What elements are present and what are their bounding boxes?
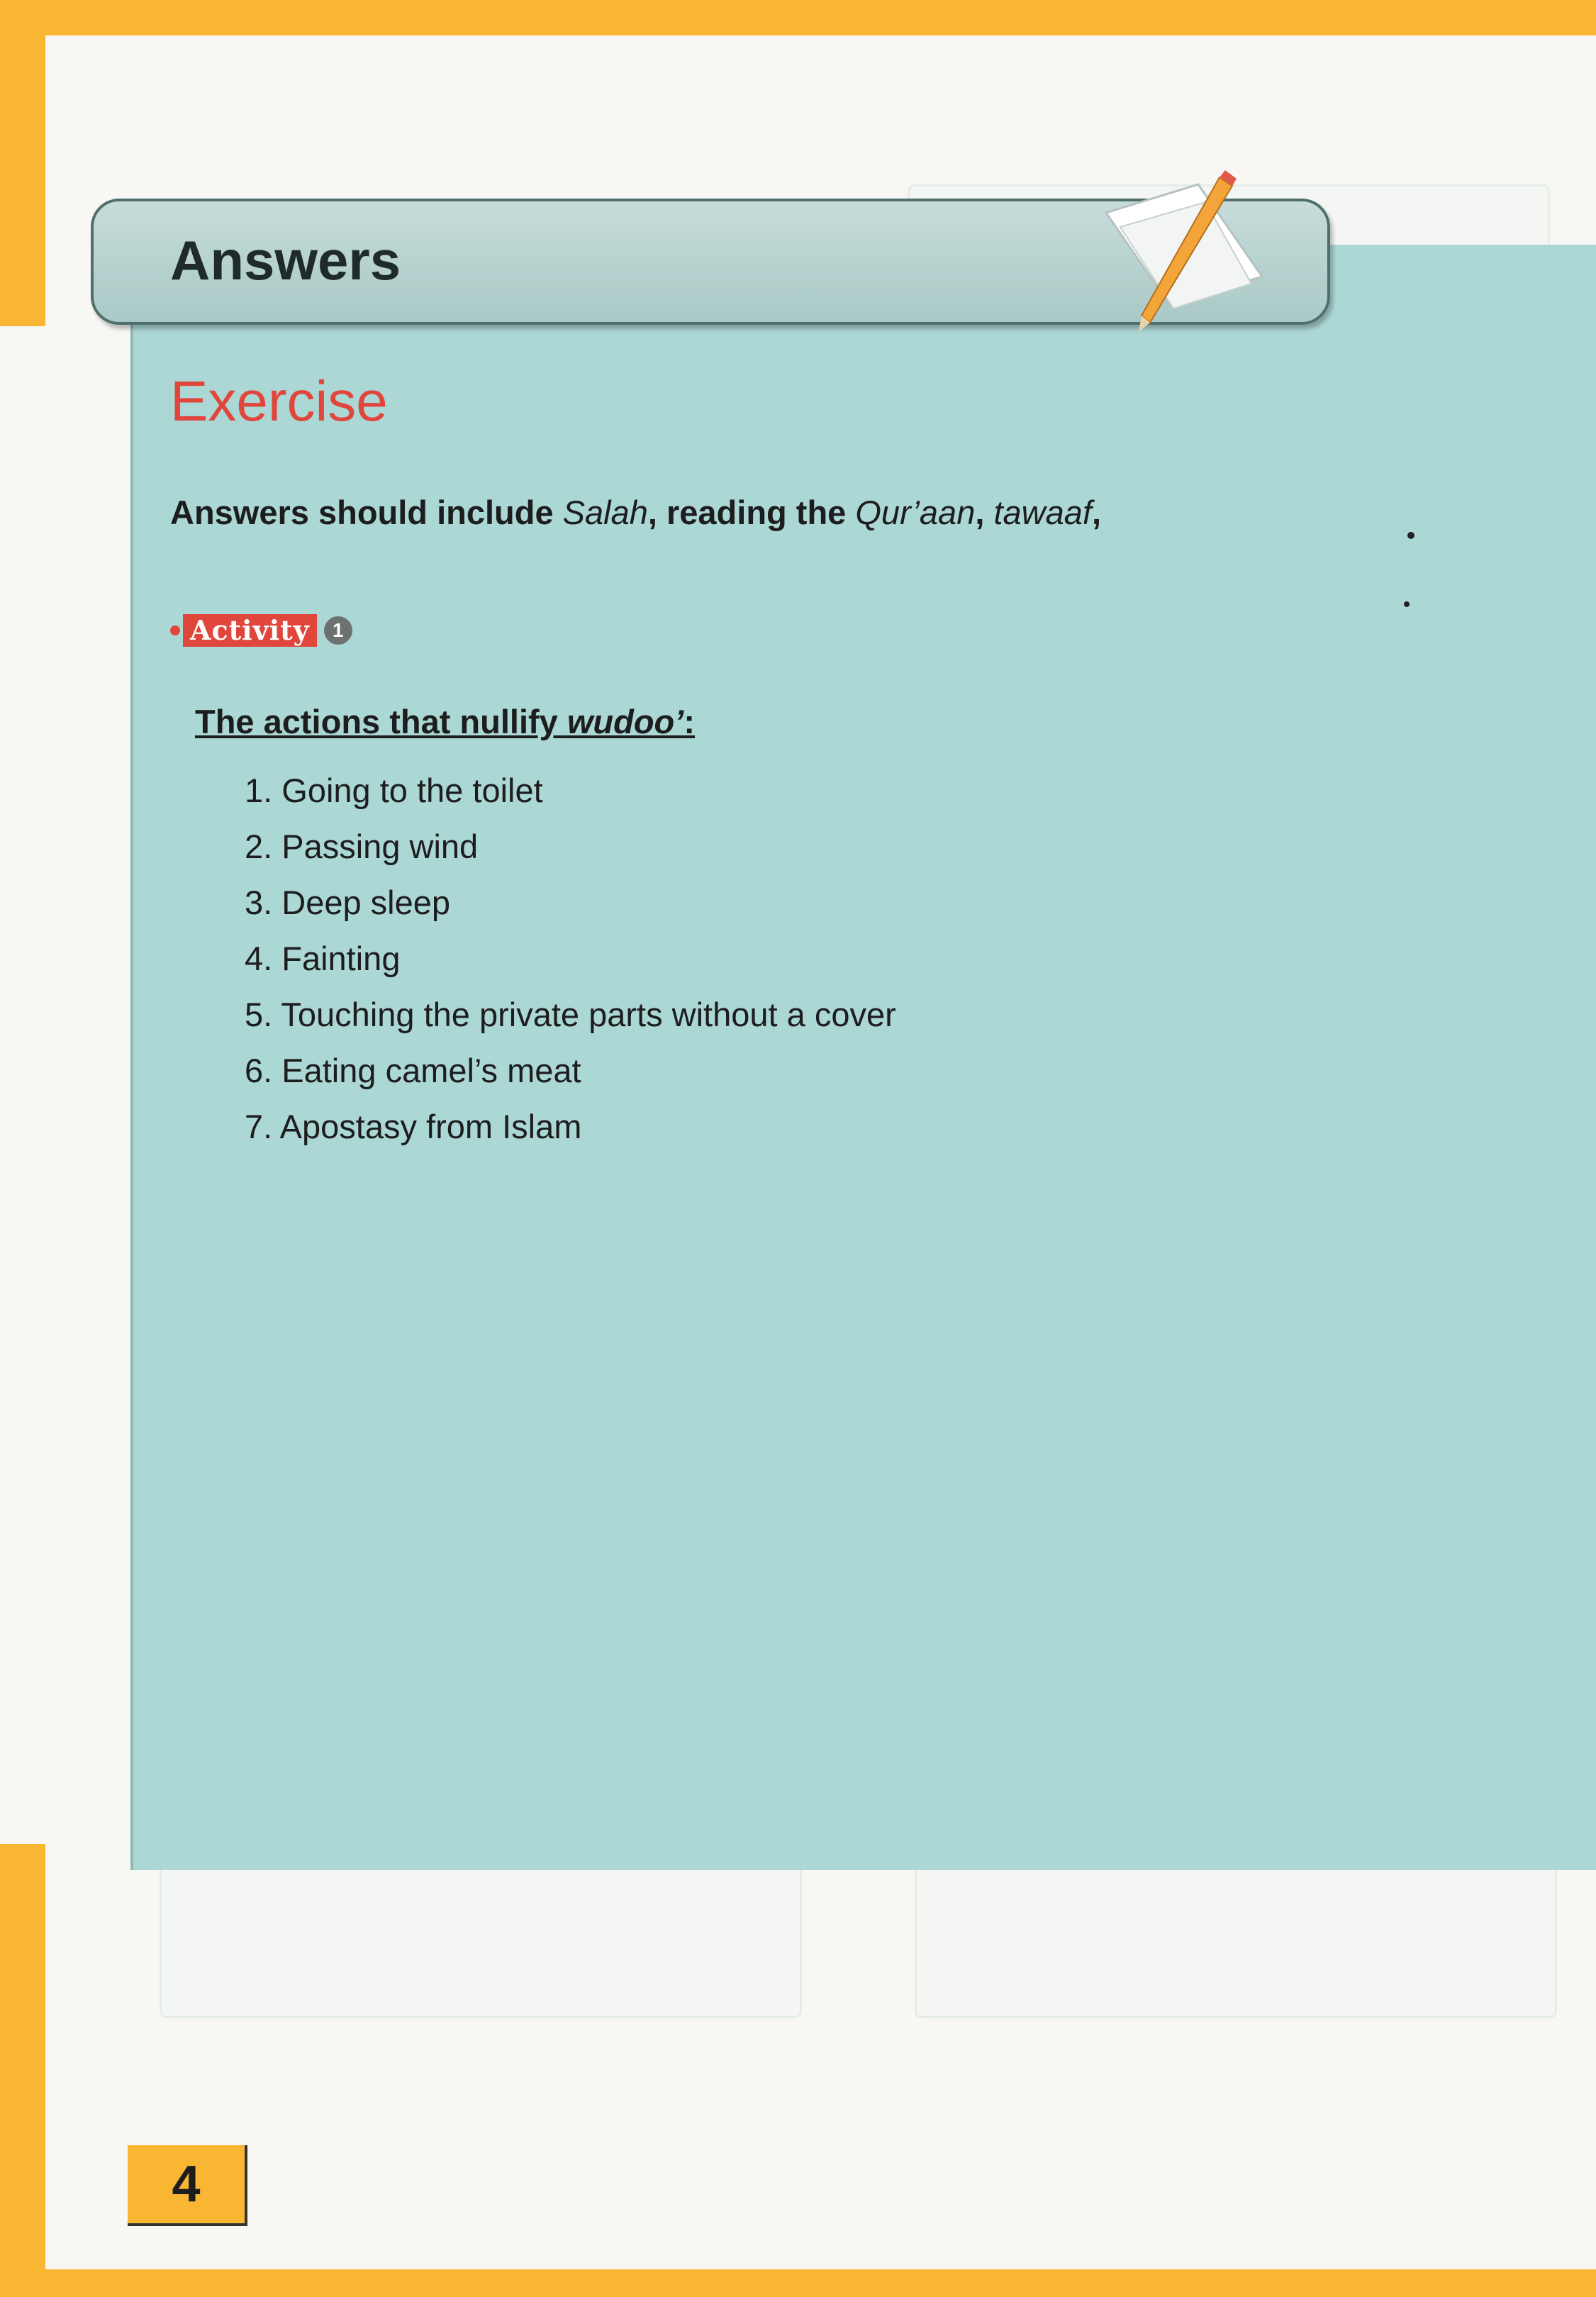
list-item: 3. Deep sleep (245, 884, 451, 921)
activity-badge: Activity (183, 614, 317, 647)
answer-sep: , (975, 494, 994, 531)
activity-number: 1 (324, 616, 352, 645)
list-heading-prefix: The actions that nullify (195, 703, 567, 740)
answer-mid: , reading the (647, 494, 856, 531)
list-item: 1. Going to the toilet (245, 772, 543, 809)
activity-dot-icon (170, 625, 180, 635)
exercise-answer (170, 493, 1101, 532)
answer-end: , (1091, 494, 1101, 531)
list-item: 2. Passing wind (245, 828, 479, 865)
list-item: 5. Touching the private parts without a cover (245, 996, 896, 1033)
ghost-bullet (1404, 601, 1410, 607)
list-item: 4. Fainting (245, 940, 401, 977)
list-heading (195, 702, 695, 741)
answer-salah: Salah (562, 494, 648, 531)
exercise-heading: Exercise (170, 369, 388, 433)
list-item: 7. Apostasy from Islam (245, 1108, 582, 1145)
activity-label (170, 613, 352, 647)
page-number-box (128, 2145, 247, 2226)
list-heading-term: wudoo’ (567, 703, 684, 740)
page-title: Answers (170, 229, 401, 291)
page-margin-left (0, 326, 45, 1844)
page-number: 4 (172, 2156, 201, 2213)
ghost-bullet (1407, 532, 1414, 539)
list-item: 6. Eating camel’s meat (245, 1052, 581, 1089)
list-heading-suffix: : (683, 703, 695, 740)
nullify-list (245, 766, 896, 1158)
answer-tawaaf: tawaaf (993, 494, 1092, 531)
page-border-left-top (0, 35, 45, 326)
page-border-left-bottom (0, 1844, 45, 2297)
answer-quraan: Qur’aan (855, 494, 976, 531)
pencil-paper-icon (1092, 170, 1276, 333)
answer-prefix: Answers should include (170, 494, 563, 531)
